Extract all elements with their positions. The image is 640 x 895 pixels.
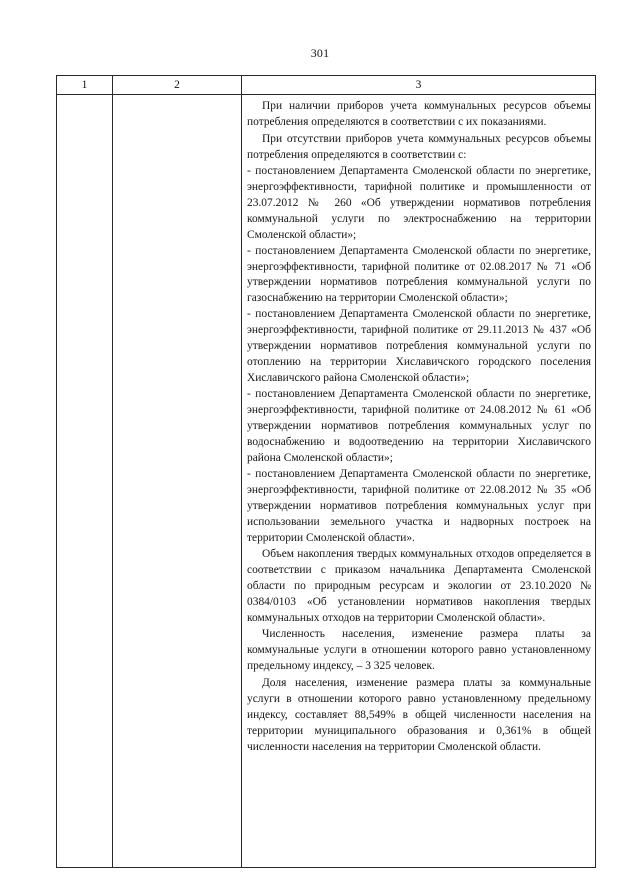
cell-col1 [57,95,113,868]
list-item-water: - постановлением Департамента Смоленской области по энергетике, энергоэффективности, тарифной политике от 24.08.2012 № 61 «Об утверждении нормативов потребления коммунальных услуг по водоснабжению и водоотведению на территории Хиславичского района Смоленской области»; [247,388,591,464]
column-header-2: 2 [113,76,242,95]
cell-col2 [113,95,242,868]
list-item-electricity: - постановлением Департамента Смоленской области по энергетике, энергоэффективности, тарифной политике и промышленности от 23.07.2012 № 260 «Об утверждении нормативов потребления коммунальной услуги по электроснабжению на территории Смоленской области»; [247,164,591,241]
cell-col3 [242,95,596,868]
table-header-row [57,76,596,95]
paragraph-meters-present: При наличии приборов учета коммунальных ресурсов объемы потребления определяются в соответствии с их показаниями. [247,100,591,128]
page-number: 301 [310,46,330,60]
table-row [57,95,596,868]
list-item-heating: - постановлением Департамента Смоленской области по энергетике, энергоэффективности, тарифной политике от 29.11.2013 № 437 «Об утверждении нормативов потребления коммунальной услуги по отоплению на территории Хиславичского городского поселения Хиславичского района Смоленской области»; [247,308,591,385]
paragraph-solid-waste: Объем накопления твердых коммунальных отходов определяется в соответствии с приказом начальника Департамента Смоленской области по природным ресурсам и экологии от 23.10.2020 № 0384/0103 «Об установлении нормативов накопления твердых коммунальных отходов на территории Смоленской области». [247,547,591,624]
list-item-gas: - постановлением Департамента Смоленской области по энергетике, энергоэффективности, тарифной политике от 02.08.2017 № 71 «Об утверждении нормативов потребления коммунальной услуги по газоснабжению на территории Смоленской области»; [247,244,591,305]
column-header-3: 3 [242,76,596,95]
column-header-1: 1 [57,76,113,95]
document-table [56,75,596,868]
list-item-land-plot: - постановлением Департамента Смоленской области по энергетике, энергоэффективности, тарифной политике от 22.08.2012 № 35 «Об утверждении нормативов потребления коммунальных услуг при использовании земельного участка и надворных построек на территории Смоленской области». [247,467,591,544]
paragraph-meters-absent: При отсутствии приборов учета коммунальных ресурсов объемы потребления определяются в соответствии с: [247,132,591,161]
paragraph-population-count: Численность населения, изменение размера платы за коммунальные услуги в отношении которого равно установленному предельному индексу, – 3 325 человек. [247,628,591,673]
paragraph-population-share: Доля населения, изменение размера платы за коммунальные услуги в отношении которого равно установленному предельному индексу, составляет 88,549% в общей численности населения на территории муниципального образования и 0,361% в общей численности населения на территории Смоленской области. [247,677,591,754]
